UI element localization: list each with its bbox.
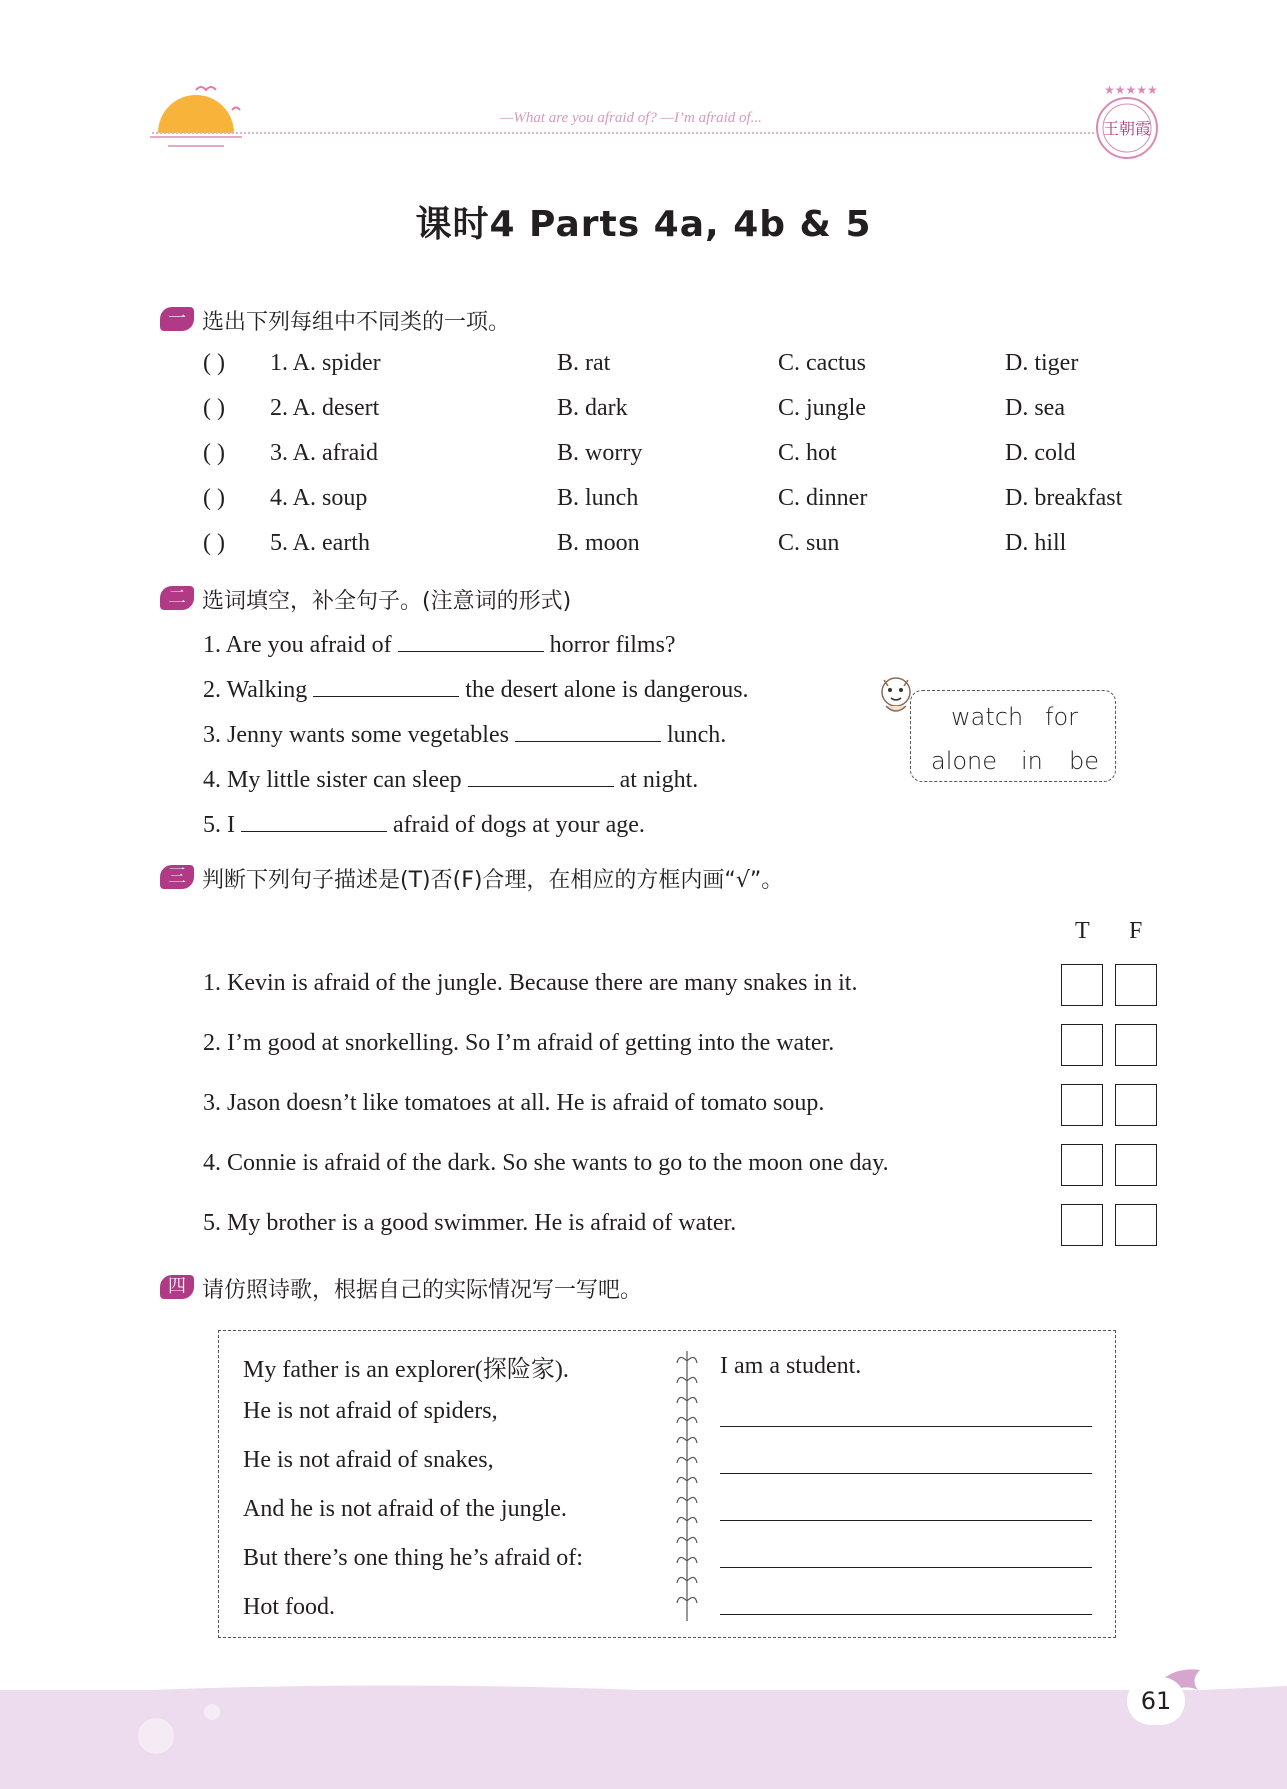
fill-blank[interactable] xyxy=(468,764,614,787)
true-column-label: T xyxy=(1075,918,1090,944)
section4-instruction: 请仿照诗歌，根据自己的实际情况写一写吧。 xyxy=(202,1278,643,1303)
sentence-after: at night. xyxy=(619,767,699,793)
vine-divider-icon xyxy=(675,1351,699,1621)
word-bank-word: be xyxy=(1069,747,1099,775)
section4-badge: 四 xyxy=(160,1275,194,1299)
writing-line[interactable] xyxy=(720,1473,1092,1474)
false-checkbox[interactable] xyxy=(1115,964,1157,1006)
word-bank xyxy=(910,690,1116,782)
answer-paren[interactable]: ( ) xyxy=(203,485,225,511)
answer-paren[interactable]: ( ) xyxy=(203,395,225,421)
option-c: C. cactus xyxy=(778,350,866,376)
tf-statement: 2. I’m good at snorkelling. So I’m afraid of getting into the water. xyxy=(203,1030,835,1056)
sentence-before: 2. Walking xyxy=(203,677,308,703)
fill-blank[interactable] xyxy=(398,629,544,652)
sentence-after: lunch. xyxy=(666,722,727,748)
option-c: C. sun xyxy=(778,530,840,556)
page-number: 61 xyxy=(1127,1677,1185,1725)
word-bank-word: in xyxy=(1021,747,1043,775)
sun-reflection-line xyxy=(168,145,224,147)
tf-statement: 4. Connie is afraid of the dark. So she wants to go to the moon one day. xyxy=(203,1150,889,1176)
true-checkbox[interactable] xyxy=(1061,1144,1103,1186)
section1-badge: 一 xyxy=(160,307,194,331)
option-d: D. sea xyxy=(1005,395,1065,421)
footer-band xyxy=(0,1690,1287,1789)
section2-instruction: 选词填空，补全句子。(注意词的形式) xyxy=(202,589,572,614)
sentence-after: the desert alone is dangerous. xyxy=(465,677,749,703)
tf-statement: 3. Jason doesn’t like tomatoes at all. He is afraid of tomato soup. xyxy=(203,1090,825,1116)
option-c: C. jungle xyxy=(778,395,866,421)
fill-blank[interactable] xyxy=(241,809,387,832)
answer-paren[interactable]: ( ) xyxy=(203,530,225,556)
section1-heading xyxy=(160,305,510,336)
false-checkbox[interactable] xyxy=(1115,1144,1157,1186)
tf-statement: 1. Kevin is afraid of the jungle. Because there are many snakes in it. xyxy=(203,970,858,996)
option-a: 3. A. afraid xyxy=(270,440,378,466)
fill-sentence xyxy=(203,764,698,794)
svg-text:★★★★★: ★★★★★ xyxy=(1104,83,1158,97)
brand-stamp-icon xyxy=(1090,82,1164,162)
fill-sentence xyxy=(203,809,645,839)
bubble-decoration-icon xyxy=(200,1700,230,1730)
true-checkbox[interactable] xyxy=(1061,1024,1103,1066)
option-d: D. cold xyxy=(1005,440,1076,466)
word-bank-word: watch xyxy=(951,703,1024,731)
sun-reflection-line xyxy=(150,136,242,138)
option-b: B. dark xyxy=(557,395,628,421)
poem-line: He is not afraid of spiders, xyxy=(243,1398,498,1424)
sentence-after: afraid of dogs at your age. xyxy=(393,812,645,838)
bubble-decoration-icon xyxy=(130,1710,190,1770)
poem-box xyxy=(218,1330,1116,1638)
section3-instruction: 判断下列句子描述是(T)否(F)合理，在相应的方框内画“√”。 xyxy=(202,868,784,893)
option-d: D. hill xyxy=(1005,530,1067,556)
option-b: B. lunch xyxy=(557,485,639,511)
header-rule xyxy=(152,132,1094,134)
section2-heading xyxy=(160,584,571,615)
false-column-label: F xyxy=(1129,918,1143,944)
section3-badge: 三 xyxy=(160,865,194,889)
sentence-before: 5. I xyxy=(203,812,235,838)
section1-instruction: 选出下列每组中不同类的一项。 xyxy=(202,310,511,335)
option-d: D. tiger xyxy=(1005,350,1079,376)
section3-heading xyxy=(160,863,783,894)
fill-sentence xyxy=(203,629,676,659)
option-a: 1. A. spider xyxy=(270,350,381,376)
writing-start-line: I am a student. xyxy=(720,1353,862,1379)
option-a: 5. A. earth xyxy=(270,530,370,556)
writing-line[interactable] xyxy=(720,1614,1092,1615)
option-c: C. dinner xyxy=(778,485,868,511)
option-c: C. hot xyxy=(778,440,837,466)
tf-statement: 5. My brother is a good swimmer. He is afraid of water. xyxy=(203,1210,737,1236)
false-checkbox[interactable] xyxy=(1115,1024,1157,1066)
option-d: D. breakfast xyxy=(1005,485,1123,511)
poem-line: But there’s one thing he’s afraid of: xyxy=(243,1545,583,1571)
section4-heading xyxy=(160,1273,642,1304)
sentence-before: 1. Are you afraid of xyxy=(203,632,392,658)
word-bank-word: alone xyxy=(931,747,998,775)
sentence-before: 3. Jenny wants some vegetables xyxy=(203,722,509,748)
option-b: B. rat xyxy=(557,350,611,376)
true-checkbox[interactable] xyxy=(1061,964,1103,1006)
false-checkbox[interactable] xyxy=(1115,1084,1157,1126)
option-a: 2. A. desert xyxy=(270,395,380,421)
word-bank-word: for xyxy=(1045,703,1078,731)
section2-badge: 二 xyxy=(160,586,194,610)
poem-line: And he is not afraid of the jungle. xyxy=(243,1496,567,1522)
page-title: 课时4 Parts 4a, 4b & 5 xyxy=(415,204,872,245)
sentence-after: horror films? xyxy=(549,632,676,658)
writing-line[interactable] xyxy=(720,1520,1092,1521)
option-b: B. worry xyxy=(557,440,643,466)
fill-blank[interactable] xyxy=(313,674,459,697)
writing-line[interactable] xyxy=(720,1567,1092,1568)
answer-paren[interactable]: ( ) xyxy=(203,440,225,466)
writing-line[interactable] xyxy=(720,1426,1092,1427)
answer-paren[interactable]: ( ) xyxy=(203,350,225,376)
running-header: —What are you afraid of? —I’m afraid of... xyxy=(500,110,762,126)
option-a: 4. A. soup xyxy=(270,485,368,511)
true-checkbox[interactable] xyxy=(1061,1204,1103,1246)
option-b: B. moon xyxy=(557,530,640,556)
sentence-before: 4. My little sister can sleep xyxy=(203,767,462,793)
poem-line: He is not afraid of snakes, xyxy=(243,1447,494,1473)
fill-blank[interactable] xyxy=(515,719,661,742)
true-checkbox[interactable] xyxy=(1061,1084,1103,1126)
poem-line: Hot food. xyxy=(243,1594,335,1620)
false-checkbox[interactable] xyxy=(1115,1204,1157,1246)
poem-line: My father is an explorer(探险家). xyxy=(243,1357,569,1383)
stamp-text: 王朝霞 xyxy=(1102,119,1152,138)
fill-sentence xyxy=(203,674,749,704)
birds-icon xyxy=(192,82,252,122)
fill-sentence xyxy=(203,719,726,749)
